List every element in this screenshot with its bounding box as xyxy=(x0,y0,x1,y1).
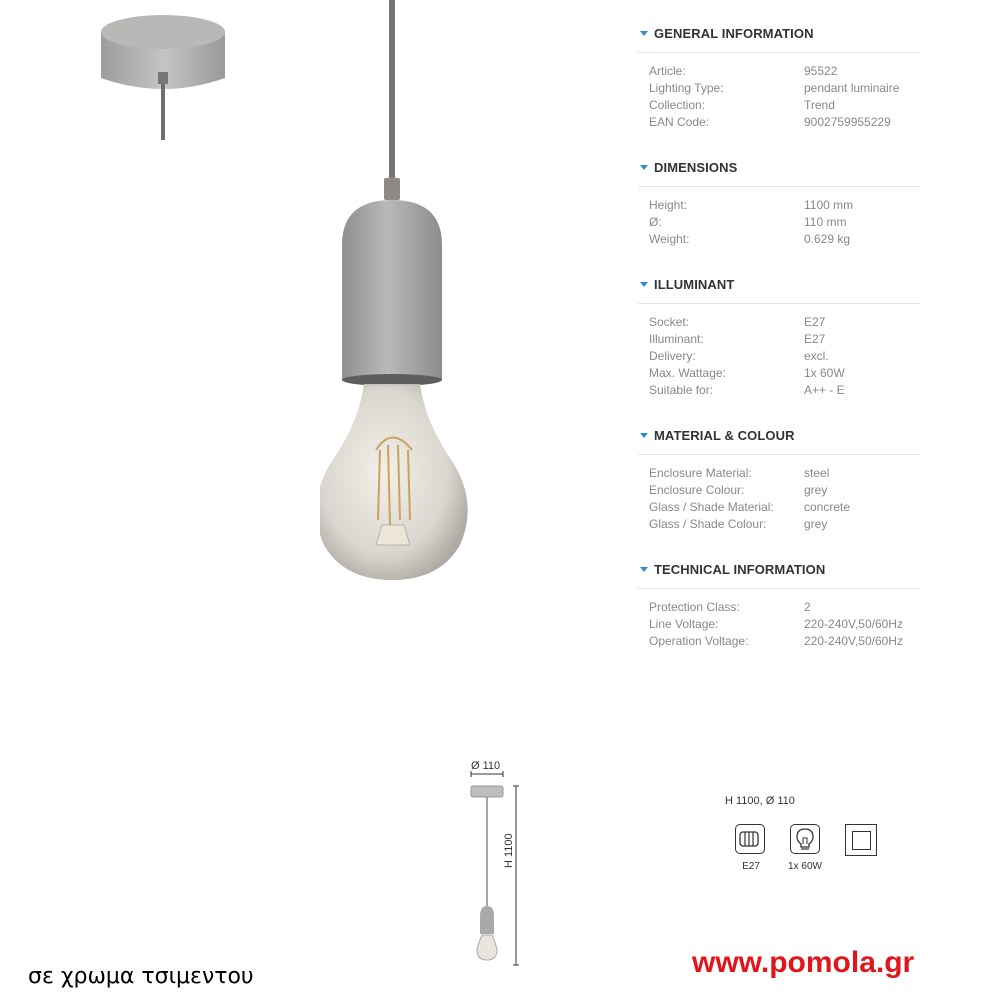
spec-value: 95522 xyxy=(804,64,838,78)
spec-value: 1100 mm xyxy=(804,198,854,212)
website-link[interactable]: www.pomola.gr xyxy=(692,946,915,979)
protection-class-2-icon xyxy=(845,824,877,856)
greek-caption: σε χρωμα τσιμεντου xyxy=(28,964,254,989)
spec-row xyxy=(649,331,920,348)
spec-row xyxy=(649,214,920,231)
spec-value: 9002759955229 xyxy=(804,115,891,129)
spec-key: Line Voltage: xyxy=(649,617,719,631)
spec-key: Article: xyxy=(649,64,686,78)
bulb-symbol xyxy=(790,824,820,854)
section-material-colour xyxy=(638,424,920,533)
spec-value: A++ - E xyxy=(804,383,845,397)
section-title: GENERAL INFORMATION xyxy=(654,25,814,41)
caret-down-icon xyxy=(640,567,648,572)
spec-value: E27 xyxy=(804,315,826,329)
socket-e27-icon xyxy=(735,824,765,854)
spec-row xyxy=(649,231,920,248)
section-header[interactable] xyxy=(638,558,920,589)
spec-value: 1x 60W xyxy=(804,366,845,380)
spec-key: Glass / Shade Colour: xyxy=(649,517,767,531)
spec-row xyxy=(649,348,920,365)
spec-key: Max. Wattage: xyxy=(649,366,726,380)
spec-key: Socket: xyxy=(649,315,690,329)
spec-value: Trend xyxy=(804,98,835,112)
spec-row xyxy=(649,365,920,382)
spec-value: excl. xyxy=(804,349,829,363)
section-title: MATERIAL & COLOUR xyxy=(654,427,795,443)
caret-down-icon xyxy=(640,433,648,438)
height-label: H 1100 xyxy=(503,833,515,868)
spec-key: Lighting Type: xyxy=(649,81,724,95)
socket-label: E27 xyxy=(742,861,760,872)
section-illuminant xyxy=(638,273,920,399)
section-header[interactable] xyxy=(638,22,920,53)
spec-row xyxy=(649,616,920,633)
spec-key: Enclosure Material: xyxy=(649,466,752,480)
spec-value: 110 mm xyxy=(804,215,847,229)
spec-value: grey xyxy=(804,517,828,531)
technical-drawing xyxy=(455,758,545,970)
spec-row xyxy=(649,80,920,97)
drawing-lines xyxy=(455,758,545,970)
spec-row xyxy=(649,482,920,499)
spec-value: 220-240V,50/60Hz xyxy=(804,634,903,648)
spec-row xyxy=(649,63,920,80)
section-title: DIMENSIONS xyxy=(654,159,738,175)
spec-value: E27 xyxy=(804,332,826,346)
spec-row xyxy=(649,382,920,399)
spec-value: steel xyxy=(804,466,830,480)
spec-key: Delivery: xyxy=(649,349,696,363)
spec-row xyxy=(649,633,920,650)
section-title: TECHNICAL INFORMATION xyxy=(654,561,826,577)
spec-value: pendant luminaire xyxy=(804,81,900,95)
spec-key: Illuminant: xyxy=(649,332,704,346)
caret-down-icon xyxy=(640,165,648,170)
bulb-icon xyxy=(790,824,820,854)
spec-row xyxy=(649,197,920,214)
spec-row xyxy=(649,516,920,533)
spec-row xyxy=(649,114,920,131)
spec-key: Height: xyxy=(649,198,688,212)
caret-down-icon xyxy=(640,282,648,287)
spec-key: Weight: xyxy=(649,232,690,246)
spec-key: Enclosure Colour: xyxy=(649,483,745,497)
spec-row xyxy=(649,465,920,482)
protection-class-symbol xyxy=(845,824,877,856)
spec-value: 220-240V,50/60Hz xyxy=(804,617,903,631)
spec-key: Glass / Shade Material: xyxy=(649,500,774,514)
pendant-lamp-image xyxy=(320,0,490,585)
caret-down-icon xyxy=(640,31,648,36)
section-technical-information xyxy=(638,558,920,650)
spec-value: 0.629 kg xyxy=(804,232,851,246)
wattage-label: 1x 60W xyxy=(788,861,822,872)
dimensions-text: H 1100, Ø 110 xyxy=(725,795,795,807)
spec-key: EAN Code: xyxy=(649,115,710,129)
spec-value: grey xyxy=(804,483,828,497)
spec-value: concrete xyxy=(804,500,851,514)
ceiling-canopy-image xyxy=(95,0,235,145)
spec-key: Collection: xyxy=(649,98,706,112)
spec-value: 2 xyxy=(804,600,811,614)
spec-row xyxy=(649,499,920,516)
diameter-label: Ø 110 xyxy=(471,760,501,772)
section-header[interactable] xyxy=(638,273,920,304)
section-header[interactable] xyxy=(638,424,920,455)
socket-symbol xyxy=(735,824,765,854)
spec-row xyxy=(649,599,920,616)
spec-row xyxy=(649,97,920,114)
spec-row xyxy=(649,314,920,331)
spec-key: Protection Class: xyxy=(649,600,740,614)
spec-key: Suitable for: xyxy=(649,383,714,397)
section-title: ILLUMINANT xyxy=(654,276,735,292)
spec-key: Operation Voltage: xyxy=(649,634,749,648)
section-dimensions xyxy=(638,156,920,248)
section-header[interactable] xyxy=(638,156,920,187)
section-general-information xyxy=(638,22,920,131)
spec-key: Ø: xyxy=(649,215,662,229)
